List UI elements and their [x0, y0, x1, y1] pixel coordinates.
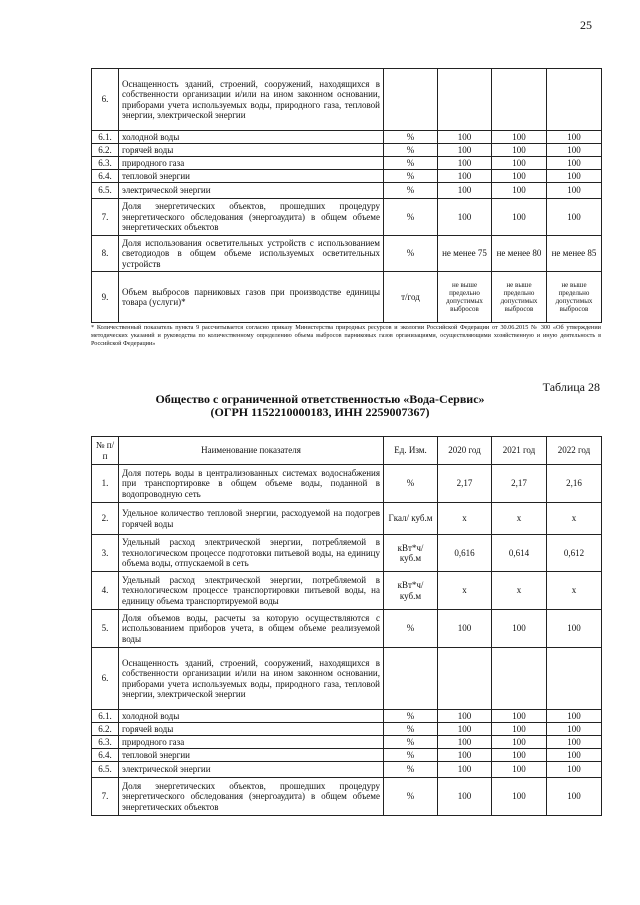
row-number: 6.1. [92, 710, 119, 723]
row-number: 6.3. [92, 157, 119, 170]
indicator-name: электрической энергии [119, 183, 384, 199]
table-row [92, 236, 602, 272]
indicator-name: Объем выбросов парниковых газов при производстве единицы товара (услуги)* [119, 272, 384, 323]
indicator-name: Удельное количество тепловой энергии, расходуемой на подогрев горячей воды [119, 503, 384, 535]
unit: % [384, 736, 438, 749]
table-header-row [92, 437, 602, 465]
value-2022: х [547, 503, 602, 535]
value-3: 100 [547, 170, 602, 183]
unit: % [384, 778, 438, 816]
value-2: 100 [492, 170, 547, 183]
value-2021 [492, 648, 547, 710]
indicator-name: природного газа [119, 157, 384, 170]
indicator-name: Оснащенность зданий, строений, сооружений, находящихся в собственности организации и/или на ином законном основании, приборами учета используемых воды, природного газа, тепловой энергии, электрической энергии [119, 69, 384, 131]
indicator-name: Доля объемов воды, расчеты за которую осуществляются с использованием приборов учета, в общем объеме реализуемой воды [119, 610, 384, 648]
table-row [92, 199, 602, 236]
row-number: 6. [92, 648, 119, 710]
row-number: 6.4. [92, 749, 119, 762]
value-2021: 2,17 [492, 465, 547, 503]
indicator-name: горячей воды [119, 723, 384, 736]
value-3 [547, 69, 602, 131]
row-number: 6.2. [92, 144, 119, 157]
unit: % [384, 157, 438, 170]
value-2: 100 [492, 199, 547, 236]
table-row [92, 710, 602, 723]
org-name: Общество с ограниченной ответственностью «Вода-Сервис» [155, 392, 485, 406]
value-2021: 100 [492, 778, 547, 816]
value-2022: 100 [547, 778, 602, 816]
unit: % [384, 710, 438, 723]
value-2021: 0,614 [492, 535, 547, 572]
indicator-name: Доля потерь воды в централизованных системах водоснабжения при транспортировке в общем объеме воды, поданной в водопроводную сеть [119, 465, 384, 503]
value-2022: х [547, 572, 602, 610]
unit: Гкал/ куб.м [384, 503, 438, 535]
row-number: 6.2. [92, 723, 119, 736]
table-row [92, 535, 602, 572]
table-row [92, 648, 602, 710]
value-2022: 0,612 [547, 535, 602, 572]
value-2020: 100 [438, 736, 492, 749]
indicator-name: холодной воды [119, 710, 384, 723]
unit: % [384, 183, 438, 199]
row-number: 6. [92, 69, 119, 131]
value-2: 100 [492, 144, 547, 157]
indicator-name: тепловой энергии [119, 170, 384, 183]
indicator-name: электрической энергии [119, 762, 384, 778]
table-row [92, 572, 602, 610]
row-number: 6.4. [92, 170, 119, 183]
value-3: 100 [547, 131, 602, 144]
table-row [92, 723, 602, 736]
value-3: 100 [547, 157, 602, 170]
value-2 [492, 69, 547, 131]
value-1: 100 [438, 157, 492, 170]
value-2020: 100 [438, 778, 492, 816]
value-2020: 100 [438, 762, 492, 778]
unit: % [384, 465, 438, 503]
value-2: 100 [492, 131, 547, 144]
unit [384, 69, 438, 131]
row-number: 4. [92, 572, 119, 610]
row-number: 2. [92, 503, 119, 535]
footnote: * Количественный показатель пункта 9 рассчитывается согласно приказу Министерства природных ресурсов и экологии Российской Федерации от 30.06.2015 № 300 «Об утверждении методических указаний и руководства по количественному определению объема выбросов парниковых газов организациями, осуществляющими хозяйственную и иную деятельность в Российской Федерации» [91, 324, 601, 347]
row-number: 8. [92, 236, 119, 272]
unit: % [384, 199, 438, 236]
row-number: 5. [92, 610, 119, 648]
value-2021: х [492, 572, 547, 610]
value-2021: 100 [492, 610, 547, 648]
value-1: не выше предельно допустимых выбросов [438, 272, 492, 323]
value-1: 100 [438, 183, 492, 199]
page-number: 25 [580, 18, 592, 32]
value-2021: 100 [492, 723, 547, 736]
table-row [92, 749, 602, 762]
unit: % [384, 236, 438, 272]
value-2021: 100 [492, 736, 547, 749]
value-2020 [438, 648, 492, 710]
organization-title [100, 393, 540, 419]
header-name: Наименование показателя [119, 437, 384, 465]
value-2022: 100 [547, 736, 602, 749]
table-row [92, 503, 602, 535]
value-2020: 100 [438, 723, 492, 736]
indicator-name: Удельный расход электрической энергии, потребляемой в технологическом процессе подготовки питьевой воды, на единицу объема воды, отпускаемой в сеть [119, 535, 384, 572]
row-number: 3. [92, 535, 119, 572]
indicator-name: Доля энергетических объектов, прошедших процедуру энергетического обследования (энергоаудита) в общем объеме энергетических объектов [119, 199, 384, 236]
row-number: 1. [92, 465, 119, 503]
indicator-name: Доля использования осветительных устройств с использованием светодиодов в общем объеме используемых осветительных устройств [119, 236, 384, 272]
table-row [92, 183, 602, 199]
unit: % [384, 723, 438, 736]
value-2021: 100 [492, 749, 547, 762]
value-2020: 2,17 [438, 465, 492, 503]
row-number: 9. [92, 272, 119, 323]
table-row [92, 144, 602, 157]
value-3: 100 [547, 183, 602, 199]
unit: % [384, 749, 438, 762]
org-registration: (ОГРН 1152210000183, ИНН 2259007367) [210, 405, 430, 419]
indicators-table-continued [91, 68, 602, 323]
unit: % [384, 610, 438, 648]
row-number: 6.1. [92, 131, 119, 144]
value-2021: 100 [492, 762, 547, 778]
row-number: 7. [92, 199, 119, 236]
unit: % [384, 131, 438, 144]
value-2022: 100 [547, 723, 602, 736]
unit: кВт*ч/ куб.м [384, 535, 438, 572]
value-3: 100 [547, 199, 602, 236]
value-1: 100 [438, 199, 492, 236]
value-1: 100 [438, 131, 492, 144]
indicator-name: тепловой энергии [119, 749, 384, 762]
table-row [92, 762, 602, 778]
table-row [92, 69, 602, 131]
value-3: не выше предельно допустимых выбросов [547, 272, 602, 323]
table-row [92, 170, 602, 183]
table-label: Таблица 28 [542, 380, 600, 394]
indicator-name: холодной воды [119, 131, 384, 144]
indicator-name: горячей воды [119, 144, 384, 157]
value-1: 100 [438, 170, 492, 183]
value-2022: 100 [547, 762, 602, 778]
header-year-2022: 2022 год [547, 437, 602, 465]
row-number: 6.5. [92, 762, 119, 778]
row-number: 6.3. [92, 736, 119, 749]
table-row [92, 736, 602, 749]
table-row [92, 157, 602, 170]
table-row [92, 272, 602, 323]
unit: % [384, 144, 438, 157]
value-2022: 100 [547, 610, 602, 648]
table-row [92, 465, 602, 503]
unit: т/год [384, 272, 438, 323]
value-2022: 100 [547, 749, 602, 762]
value-1 [438, 69, 492, 131]
value-2021: х [492, 503, 547, 535]
value-2021: 100 [492, 710, 547, 723]
indicator-name: природного газа [119, 736, 384, 749]
value-2: не менее 80 [492, 236, 547, 272]
header-year-2020: 2020 год [438, 437, 492, 465]
header-unit: Ед. Изм. [384, 437, 438, 465]
value-2020: 100 [438, 749, 492, 762]
value-1: 100 [438, 144, 492, 157]
unit [384, 648, 438, 710]
unit: % [384, 170, 438, 183]
value-3: 100 [547, 144, 602, 157]
value-2020: 100 [438, 710, 492, 723]
header-year-2021: 2021 год [492, 437, 547, 465]
indicator-name: Оснащенность зданий, строений, сооружений, находящихся в собственности организации и/или на ином законном основании, приборами учета используемых воды, природного газа, тепловой энергии, электрической энергии [119, 648, 384, 710]
value-2022: 2,16 [547, 465, 602, 503]
value-2020: 100 [438, 610, 492, 648]
header-num: № п/п [92, 437, 119, 465]
unit: % [384, 762, 438, 778]
row-number: 6.5. [92, 183, 119, 199]
value-3: не менее 85 [547, 236, 602, 272]
indicators-table-voda-servis [91, 436, 602, 816]
table-row [92, 131, 602, 144]
value-2020: х [438, 503, 492, 535]
value-2020: х [438, 572, 492, 610]
value-2: 100 [492, 183, 547, 199]
table-row [92, 610, 602, 648]
indicator-name: Удельный расход электрической энергии, потребляемой в технологическом процессе транспортировки питьевой воды, на единицу объема транспортируемой воды [119, 572, 384, 610]
value-1: не менее 75 [438, 236, 492, 272]
value-2022: 100 [547, 710, 602, 723]
indicator-name: Доля энергетических объектов, прошедших процедуру энергетического обследования (энергоаудита) в общем объеме энергетических объектов [119, 778, 384, 816]
unit: кВт*ч/ куб.м [384, 572, 438, 610]
value-2: не выше предельно допустимых выбросов [492, 272, 547, 323]
value-2020: 0,616 [438, 535, 492, 572]
value-2022 [547, 648, 602, 710]
row-number: 7. [92, 778, 119, 816]
table-row [92, 778, 602, 816]
value-2: 100 [492, 157, 547, 170]
